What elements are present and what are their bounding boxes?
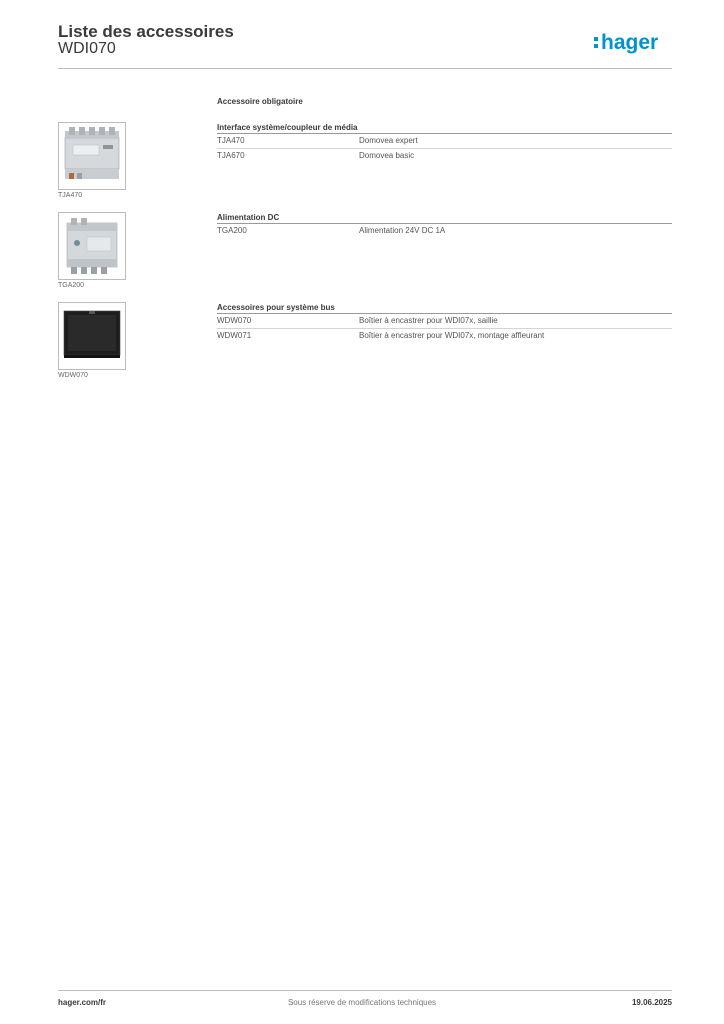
article-description: Boîtier à encastrer pour WDI07x, montage affleurant xyxy=(359,331,545,340)
section-bus-accessories xyxy=(217,302,672,343)
thumbnail-label: TJA470 xyxy=(58,192,83,199)
mandatory-accessory-heading: Accessoire obligatoire xyxy=(217,97,303,106)
thumbnail-label: TGA200 xyxy=(58,282,85,289)
header-divider xyxy=(58,68,672,69)
article-code: WDW070 xyxy=(217,316,252,325)
page-title: Liste des accessoires xyxy=(58,22,234,41)
section-media-interface xyxy=(217,122,672,163)
footer-divider xyxy=(58,990,672,991)
thumbnail-label: WDW070 xyxy=(58,372,88,379)
product-image-tga200 xyxy=(58,212,126,280)
table-row xyxy=(217,134,672,149)
section-title: Accessoires pour système bus xyxy=(217,302,672,314)
product-reference: WDI070 xyxy=(58,40,116,57)
article-description: Alimentation 24V DC 1A xyxy=(359,226,446,235)
article-description: Domovea basic xyxy=(359,151,415,160)
table-row xyxy=(217,329,672,343)
article-description: Domovea expert xyxy=(359,136,418,145)
table-row xyxy=(217,149,672,163)
footer-website: hager.com/fr xyxy=(58,998,107,1007)
section-title: Alimentation DC xyxy=(217,212,672,224)
logo-text: hager xyxy=(601,31,659,54)
footer-notice: Sous réserve de modifications techniques xyxy=(287,998,437,1007)
table-row xyxy=(217,314,672,329)
article-code: TJA670 xyxy=(217,151,245,160)
table-row xyxy=(217,224,672,238)
hager-logo xyxy=(592,28,676,56)
article-code: TGA200 xyxy=(217,226,247,235)
article-description: Boîtier à encastrer pour WDI07x, saillie xyxy=(359,316,498,325)
product-image-tja470 xyxy=(58,122,126,190)
product-image-wdw070 xyxy=(58,302,126,370)
article-code: TJA470 xyxy=(217,136,245,145)
article-code: WDW071 xyxy=(217,331,252,340)
section-dc-power xyxy=(217,212,672,238)
section-title: Interface système/coupleur de média xyxy=(217,122,672,134)
footer-date: 19.06.2025 xyxy=(631,998,672,1007)
